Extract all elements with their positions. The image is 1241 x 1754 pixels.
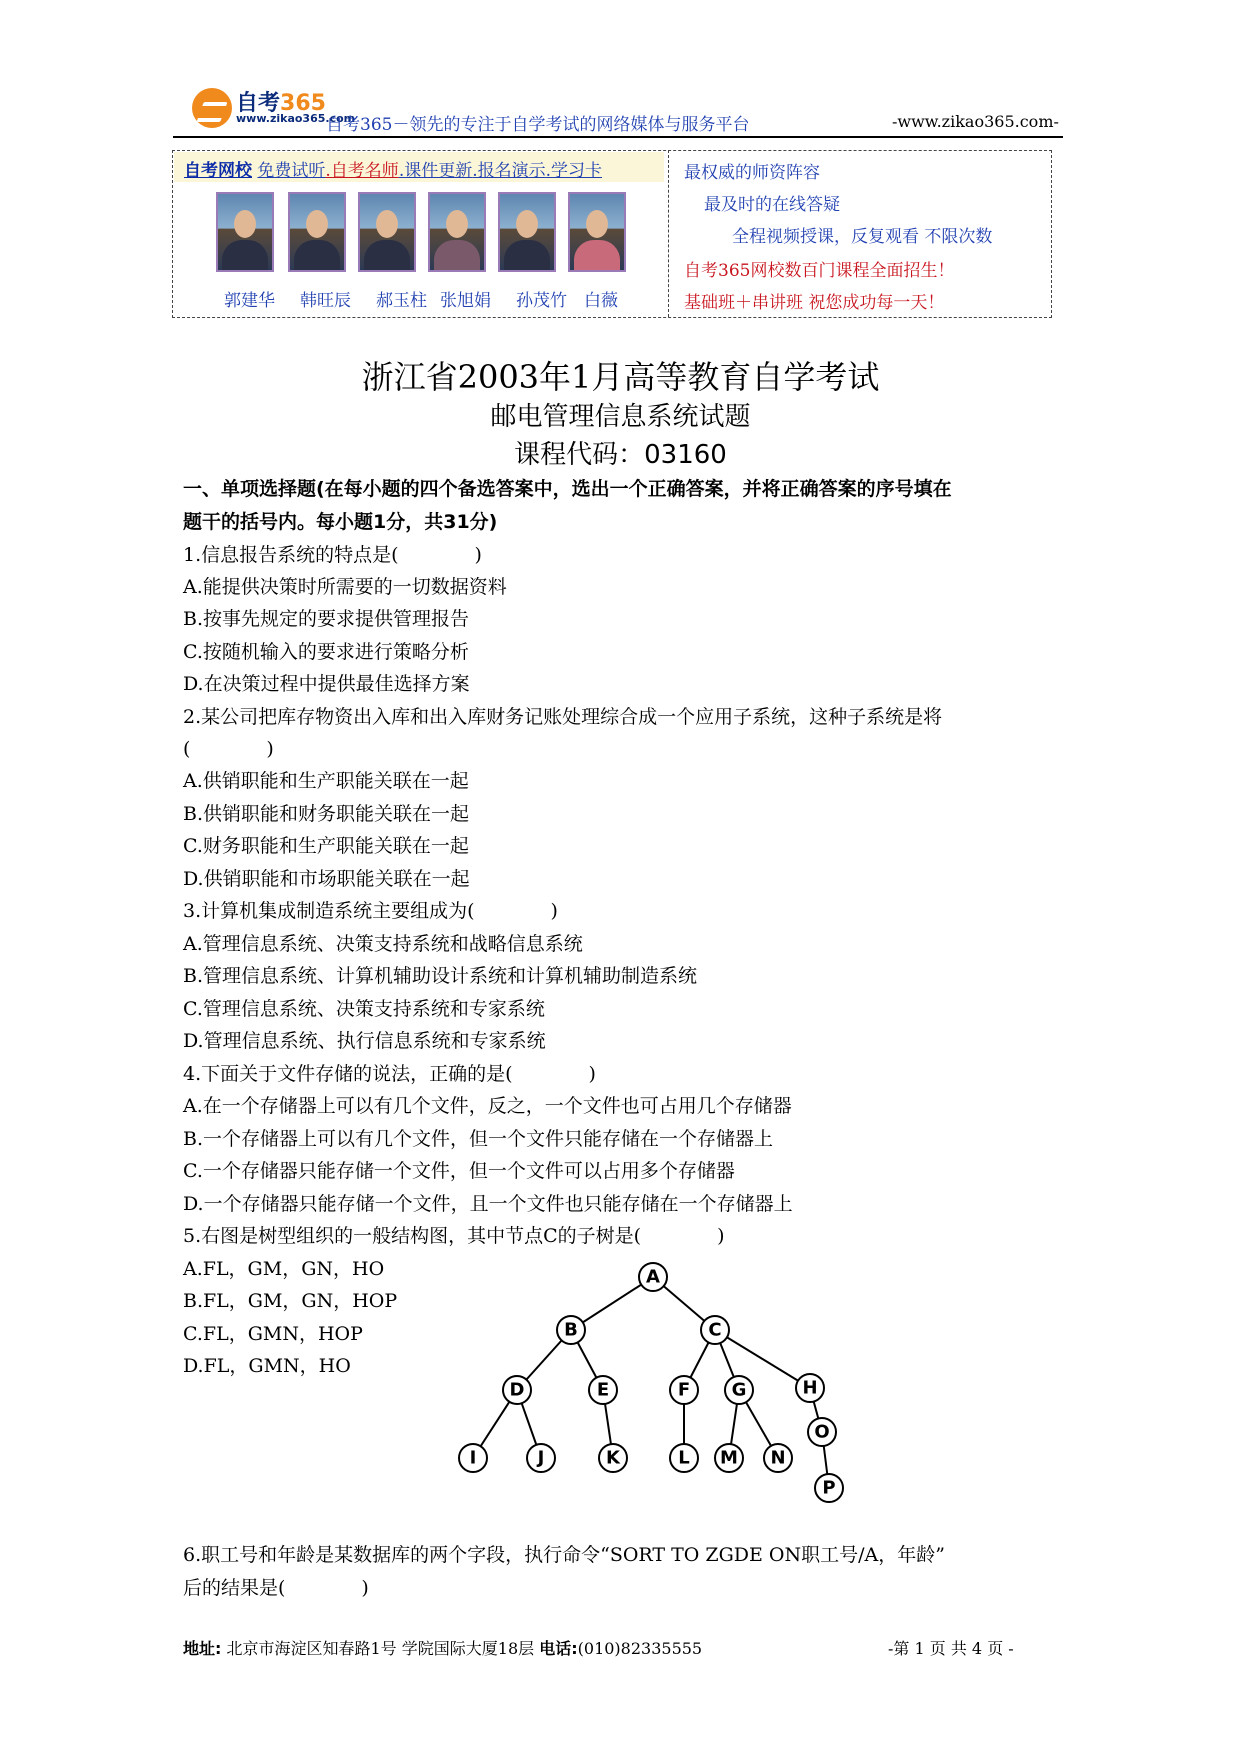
teacher-name-hao[interactable]: 郝玉柱: [376, 291, 427, 311]
q6-line-2: 后的结果是( ): [183, 1577, 369, 1599]
teacher-name-han[interactable]: 韩旺辰: [300, 291, 351, 311]
teacher-name-bai[interactable]: 白薇: [584, 291, 618, 311]
question-line: 5.右图是树型组织的一般结构图，其中节点C的子树是( ): [183, 1225, 725, 1247]
question-line: 1.信息报告系统的特点是( ): [183, 544, 482, 566]
promo-nav: [184, 156, 602, 181]
promo-divider: [668, 150, 669, 317]
question-line: D.供销职能和市场职能关联在一起: [183, 868, 470, 890]
question-line: B.供销职能和财务职能关联在一起: [183, 803, 470, 825]
question-line: D.管理信息系统、执行信息系统和专家系统: [183, 1030, 546, 1052]
header-slogan: 自考365－领先的专注于自学考试的网络媒体与服务平台: [326, 115, 750, 135]
teacher-name-zhang[interactable]: 张旭娟: [440, 291, 491, 311]
promo-line-2: 最及时的在线答疑: [704, 195, 840, 215]
footer-address: [183, 1636, 702, 1659]
section-heading-line-1: 一、单项选择题(在每小题的四个备选答案中，选出一个正确答案，并将正确答案的序号填在: [183, 478, 952, 500]
nav-link-updates[interactable]: .课件更新: [398, 161, 473, 181]
tree-label-l: L: [678, 1447, 690, 1469]
exam-title: 浙江省2003年1月高等教育自学考试: [361, 358, 880, 396]
tree-label-a: A: [646, 1266, 660, 1288]
tree-label-i: I: [469, 1447, 477, 1469]
question-line: B.一个存储器上可以有几个文件，但一个文件只能存储在一个存储器上: [183, 1128, 774, 1150]
teacher-photo-han[interactable]: [288, 192, 346, 272]
teacher-name-guo[interactable]: 郭建华: [224, 291, 275, 311]
tree-label-o: O: [814, 1421, 830, 1443]
footer-address-label: 地址:: [183, 1639, 222, 1658]
question-line: B.按事先规定的要求提供管理报告: [183, 608, 470, 630]
question-line: 2.某公司把库存物资出入库和出入库财务记账处理综合成一个应用子系统，这种子系统是将: [183, 706, 943, 728]
q5-option-d: D.FL，GMN，HO: [183, 1355, 351, 1377]
teacher-photo-guo[interactable]: [216, 192, 274, 272]
q6-line-1: 6.职工号和年龄是某数据库的两个字段，执行命令“SORT TO ZGDE ON职工号/A，年龄”: [183, 1544, 945, 1566]
tree-label-p: P: [822, 1477, 836, 1499]
tree-diagram: [455, 1252, 875, 1524]
tree-label-h: H: [802, 1377, 818, 1399]
teacher-photo-zhang[interactable]: [428, 192, 486, 272]
teacher-photo-sun[interactable]: [498, 192, 556, 272]
tree-label-k: K: [606, 1447, 620, 1469]
course-code: 课程代码：03160: [514, 440, 727, 470]
question-line: D.一个存储器只能存储一个文件，且一个文件也只能存储在一个存储器上: [183, 1193, 793, 1215]
nav-link-teachers[interactable]: .自考名师: [325, 161, 399, 181]
question-line: 3.计算机集成制造系统主要组成为( ): [183, 900, 558, 922]
tree-label-g: G: [731, 1379, 747, 1401]
nav-link-school[interactable]: 自考网校: [184, 161, 252, 181]
question-line: A.能提供决策时所需要的一切数据资料: [183, 576, 507, 598]
question-line: B.管理信息系统、计算机辅助设计系统和计算机辅助制造系统: [183, 965, 698, 987]
nav-link-signup-demo[interactable]: .报名演示: [472, 161, 546, 181]
promo-line-3: 全程视频授课，反复观看 不限次数: [732, 227, 993, 247]
tree-label-d: D: [509, 1379, 525, 1401]
tree-label-b: B: [564, 1319, 578, 1341]
header-site-url[interactable]: -www.zikao365.com-: [892, 112, 1059, 131]
footer-phone-label: 电话:: [539, 1639, 578, 1658]
footer-address-text: 北京市海淀区知春路1号 学院国际大厦18层: [226, 1639, 535, 1658]
nav-link-card[interactable]: .学习卡: [545, 161, 603, 181]
teacher-name-sun[interactable]: 孙茂竹: [516, 291, 567, 311]
tree-label-m: M: [720, 1447, 738, 1469]
footer-page-number: -第 1 页 共 4 页 -: [888, 1639, 1014, 1658]
tree-label-f: F: [677, 1379, 691, 1401]
question-line: A.供销职能和生产职能关联在一起: [183, 770, 469, 792]
promo-line-4: 自考365网校数百门课程全面招生！: [684, 261, 955, 281]
question-line: D.在决策过程中提供最佳选择方案: [183, 673, 470, 695]
teacher-photo-bai[interactable]: [568, 192, 626, 272]
promo-line-1: 最权威的师资阵容: [684, 163, 820, 183]
question-line: C.财务职能和生产职能关联在一起: [183, 835, 469, 857]
footer-phone: (010)82335555: [577, 1639, 703, 1658]
q5-option-b: B.FL，GM，GN，HOP: [183, 1290, 398, 1312]
tree-label-e: E: [596, 1379, 610, 1401]
question-line: ( ): [183, 738, 274, 760]
tree-label-j: J: [537, 1447, 545, 1469]
logo-url: www.zikao365.com: [236, 112, 356, 125]
question-line: C.按随机输入的要求进行策略分析: [183, 641, 469, 663]
header-divider: [173, 136, 1063, 138]
question-line: C.管理信息系统、决策支持系统和专家系统: [183, 998, 545, 1020]
question-line: C.一个存储器只能存储一个文件，但一个文件可以占用多个存储器: [183, 1160, 735, 1182]
teacher-photo-hao[interactable]: [358, 192, 416, 272]
tree-label-n: N: [770, 1447, 786, 1469]
exam-subtitle: 邮电管理信息系统试题: [490, 402, 751, 432]
question-line: 4.下面关于文件存储的说法，正确的是( ): [183, 1063, 596, 1085]
promo-line-5: 基础班＋串讲班 祝您成功每一天！: [684, 293, 945, 313]
q5-option-a: A.FL，GM，GN，HO: [183, 1258, 385, 1280]
question-line: A.管理信息系统、决策支持系统和战略信息系统: [183, 933, 583, 955]
section-heading-line-2: 题干的括号内。每小题1分，共31分): [183, 511, 498, 533]
logo-text: 自考365: [236, 91, 326, 116]
tree-label-c: C: [708, 1319, 722, 1341]
question-line: A.在一个存储器上可以有几个文件，反之，一个文件也可占用几个存储器: [183, 1095, 792, 1117]
logo-icon: [192, 88, 232, 128]
q5-option-c: C.FL，GMN，HOP: [183, 1323, 363, 1345]
nav-link-trial[interactable]: 免费试听: [257, 161, 326, 181]
